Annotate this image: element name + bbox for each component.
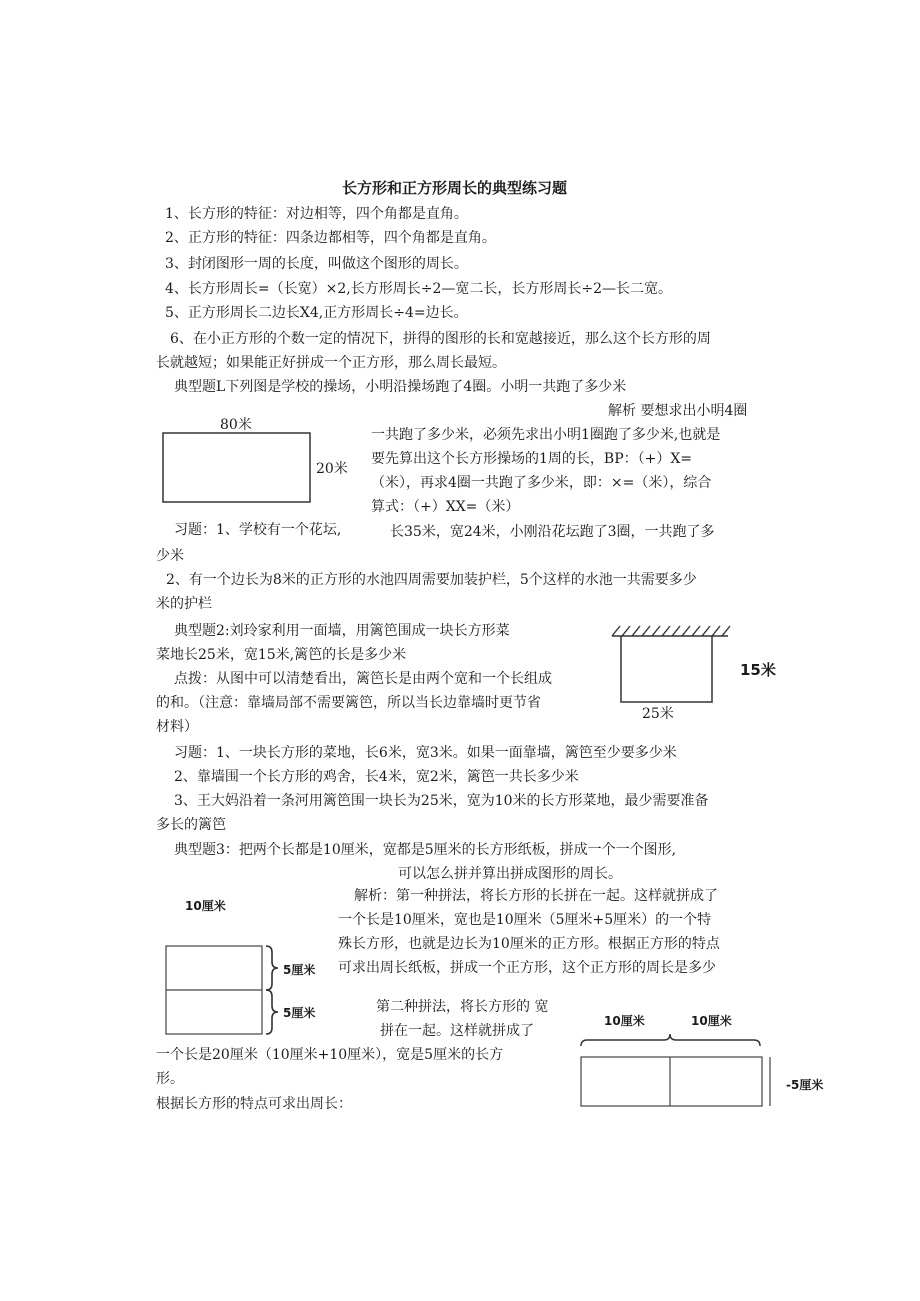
ex1-question: 典型题L下列图是学校的操场，小明沿操场跑了4圈。小明一共跑了多少米 [174, 379, 627, 395]
ex3-fig2-top-label-2: 10厘米 [691, 1014, 732, 1028]
ex2-hint-1: 点拨：从图中可以清楚看出，篱笆长是由两个宽和一个长组成 [174, 671, 552, 687]
page-title: 长方形和正方形周长的典型练习题 [342, 179, 568, 197]
point-6: 6、在小正方形的个数一定的情况下，拼得的图形的长和宽越接近，那么这个长方形的周 [170, 331, 711, 347]
ex3-second-3: 一个长是20厘米（10厘米+10厘米），宽是5厘米的长方 [156, 1047, 504, 1063]
ex1-practice-1: 习题：1、学校有一个花坛, [174, 522, 342, 538]
ex2-question-cont: 菜地长25米，宽15米,篱笆的长是多少米 [156, 647, 407, 663]
ex3-analysis-2: 一个长是10厘米，宽也是10厘米（5厘米+5厘米）的一个特 [338, 912, 712, 928]
ex2-practice-3-cont: 多长的篱笆 [156, 817, 226, 833]
ex3-second-1: 第二种拼法，将长方形的 宽 [376, 999, 549, 1015]
ex1-analysis-1: 解析 要想求出小明4圈 [608, 403, 748, 419]
ex1-fig-top-label: 80米 [220, 417, 252, 433]
ex2-wall [612, 626, 730, 636]
ex3-fig1-brace-1 [266, 946, 278, 990]
ex3-question: 典型题3：把两个长都是10厘米，宽都是5厘米的长方形纸板，拼成一个一个图形, [174, 842, 677, 858]
point-5: 5、正方形周长二边长X4,正方形周长÷4=边长。 [165, 305, 468, 321]
ex3-question-cont: 可以怎么拼并算出拼成图形的周长。 [398, 866, 622, 882]
point-6-cont: 长就越短；如果能正好拼成一个正方形，那么周长最短。 [156, 355, 506, 371]
ex1-playground-rect [163, 433, 310, 502]
ex3-second-4: 形。 [156, 1071, 184, 1087]
ex1-analysis-5: 算式：（+）XX=（米） [371, 499, 520, 515]
ex1-practice-2-cont: 米的护栏 [156, 596, 212, 612]
ex3-fig1-right-label-1: 5厘米 [283, 963, 316, 977]
ex2-fig-bottom-label: 25米 [642, 706, 674, 722]
ex2-fence [621, 636, 712, 702]
ex3-analysis-3: 殊长方形，也就是边长为10厘米的正方形。根据正方形的特点 [338, 936, 720, 952]
ex3-second-2: 拼在一起。这样就拼成了 [380, 1023, 534, 1039]
point-2: 2、正方形的特征：四条边都相等，四个角都是直角。 [165, 230, 496, 246]
ex1-analysis-4: （米），再求4圈一共跑了多少米，即：×=（米），综合 [371, 475, 712, 491]
ex3-second-5: 根据长方形的特点可求出周长： [156, 1096, 352, 1112]
ex3-fig1-right-label-2: 5厘米 [283, 1006, 316, 1020]
ex3-analysis-1: 解析：第一种拼法，将长方形的长拼在一起。这样就拼成了 [354, 888, 718, 904]
ex2-practice-3: 3、王大妈沿着一条河用篱笆围一块长为25米，宽为10米的长方形菜地，最少需要准备 [174, 793, 709, 809]
ex3-fig2-top-label-1: 10厘米 [604, 1014, 645, 1028]
point-1: 1、长方形的特征：对边相等，四个角都是直角。 [165, 206, 468, 222]
ex2-hint-3: 材料） [156, 719, 198, 735]
ex1-analysis-3: 要先算出这个长方形操场的1周的长，BP：（+）X= [371, 451, 693, 467]
ex1-practice-2: 2、有一个边长为8米的正方形的水池四周需要加装护栏，5个这样的水池一共需要多少 [166, 572, 697, 588]
ex3-fig2-right-label: -5厘米 [786, 1078, 824, 1092]
ex2-fig-right-label: 15米 [740, 661, 776, 679]
ex2-question: 典型题2:刘玲家利用一面墙，用篱笆围成一块长方形菜 [174, 623, 510, 639]
ex3-fig2-brace-top [581, 1034, 760, 1046]
ex3-analysis-4: 可求出周长纸板，拼成一个正方形，这个正方形的周长是多少 [338, 960, 716, 976]
ex3-fig1-top-label: 10厘米 [185, 899, 226, 913]
point-4: 4、长方形周长=（长宽）×2,长方形周长÷2—宽二长，长方形周长÷2—长二宽。 [165, 281, 672, 297]
ex1-fig-right-label: 20米 [316, 461, 348, 477]
ex2-practice-1: 习题：1、一块长方形的菜地，长6米，宽3米。如果一面靠墙，篱笆至少要多少米 [174, 745, 677, 761]
ex3-fig2-rect [581, 1057, 762, 1106]
ex2-practice-2: 2、靠墙围一个长方形的鸡舍，长4米，宽2米，篱笆一共长多少米 [174, 769, 579, 785]
ex2-hint-2: 的和。（注意：靠墙局部不需要篱笆，所以当长边靠墙时更节省 [156, 695, 541, 711]
ex3-fig1-brace-2 [266, 990, 278, 1034]
ex1-analysis-2: 一共跑了多少米，必须先求出小明1圈跑了多少米,也就是 [371, 427, 721, 443]
point-3: 3、封闭图形一周的长度，叫做这个图形的周长。 [165, 256, 468, 272]
ex1-practice-1-cont: 长35米，宽24米，小刚沿花坛跑了3圈，一共跑了多 [390, 524, 715, 540]
ex1-practice-1-end: 少米 [156, 548, 184, 564]
